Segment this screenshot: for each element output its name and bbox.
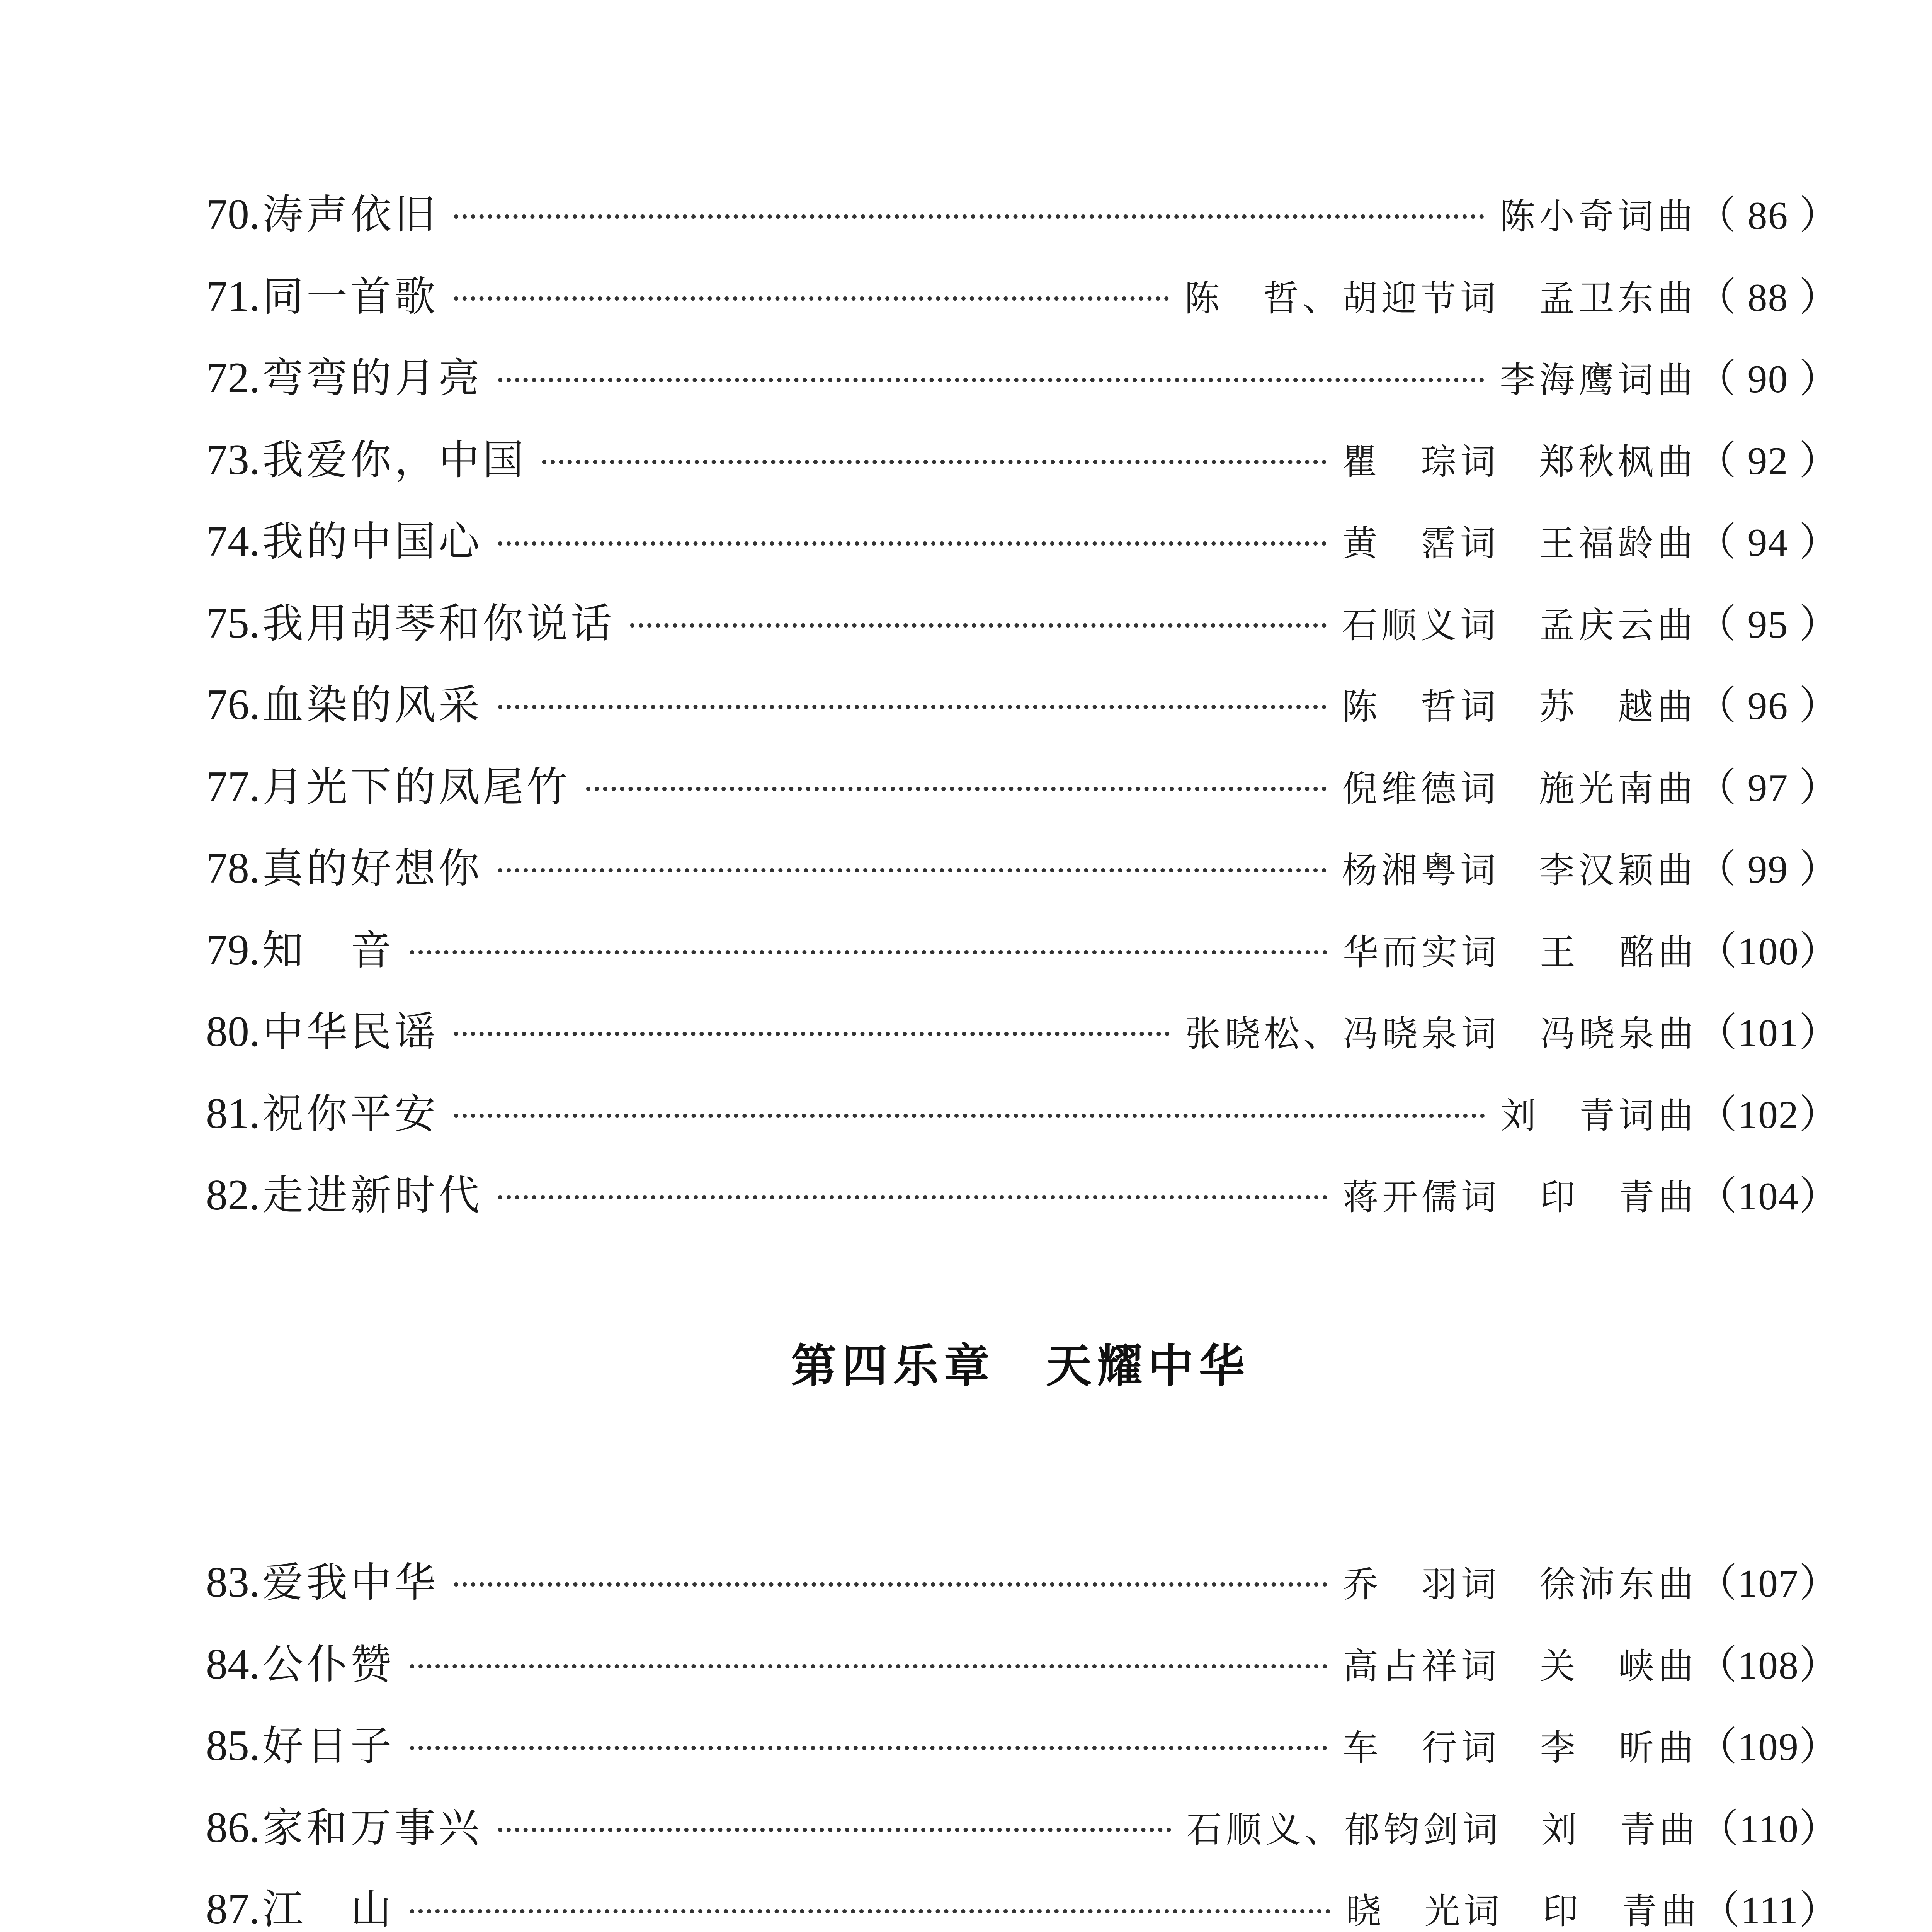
entry-number: 72. bbox=[206, 354, 260, 402]
song-title: 爱我中华 bbox=[262, 1559, 439, 1606]
entry-number: 87. bbox=[206, 1885, 260, 1932]
dot-leader bbox=[454, 1032, 1170, 1036]
toc-entry bbox=[206, 174, 1839, 256]
entry-number: 83. bbox=[206, 1558, 260, 1606]
toc-entry bbox=[206, 1624, 1839, 1706]
song-credits: 华而实词 王 酩曲 bbox=[1342, 931, 1697, 973]
entry-number: 73. bbox=[206, 435, 260, 484]
toc-entry bbox=[206, 1073, 1839, 1155]
song-title: 真的好想你 bbox=[262, 845, 483, 892]
page-reference: （107） bbox=[1697, 1562, 1839, 1605]
song-credits: 石顺义、郁钧剑词 刘 青曲 bbox=[1186, 1809, 1699, 1850]
song-title: 弯弯的月亮 bbox=[262, 354, 483, 402]
page-reference: （108） bbox=[1697, 1643, 1839, 1687]
page-reference: （ 94 ） bbox=[1697, 521, 1839, 565]
dot-leader bbox=[498, 705, 1327, 709]
song-title: 涛声依旧 bbox=[262, 191, 439, 238]
song-credits: 陈 哲词 苏 越曲 bbox=[1342, 686, 1697, 728]
entry-number: 75. bbox=[206, 599, 260, 647]
entry-number: 70. bbox=[206, 190, 260, 238]
toc-entry bbox=[206, 337, 1839, 419]
chapter-heading: 第四乐章 天耀中华 bbox=[791, 1339, 1250, 1393]
song-credits: 车 行词 李 昕曲 bbox=[1342, 1727, 1697, 1769]
song-credits: 倪维德词 施光南曲 bbox=[1342, 768, 1697, 810]
entry-number: 84. bbox=[206, 1640, 260, 1688]
toc-entry bbox=[206, 664, 1839, 746]
entry-number: 79. bbox=[206, 926, 260, 974]
song-title: 我的中国心 bbox=[262, 518, 483, 565]
dot-leader bbox=[410, 1746, 1327, 1750]
dot-leader bbox=[542, 460, 1327, 464]
dot-leader bbox=[410, 950, 1327, 954]
entry-number: 81. bbox=[206, 1089, 260, 1138]
song-credits: 蒋开儒词 印 青曲 bbox=[1342, 1177, 1697, 1218]
song-credits: 张晓松、冯晓泉词 冯晓泉曲 bbox=[1185, 1013, 1697, 1054]
song-title: 我爱你，中国 bbox=[262, 436, 527, 484]
page-reference: （ 86 ） bbox=[1697, 194, 1839, 238]
song-credits: 晓 光词 印 青曲 bbox=[1345, 1891, 1701, 1932]
page-reference: （109） bbox=[1697, 1725, 1839, 1769]
song-title: 同一首歌 bbox=[262, 272, 439, 320]
entry-number: 77. bbox=[206, 762, 260, 811]
page-reference: （110） bbox=[1699, 1807, 1839, 1851]
song-title: 家和万事兴 bbox=[262, 1804, 483, 1852]
song-credits: 刘 青词曲 bbox=[1500, 1095, 1697, 1136]
dot-leader bbox=[454, 1114, 1485, 1118]
dot-leader bbox=[410, 1664, 1327, 1668]
dot-leader bbox=[454, 296, 1169, 301]
entry-number: 85. bbox=[206, 1722, 260, 1770]
toc-entry bbox=[206, 501, 1839, 583]
page-reference: （ 99 ） bbox=[1697, 848, 1839, 891]
toc-entry bbox=[206, 583, 1839, 665]
song-title: 中华民谣 bbox=[262, 1008, 439, 1056]
toc-section-2 bbox=[206, 1542, 1839, 1932]
song-credits: 瞿 琮词 郑秋枫曲 bbox=[1342, 441, 1697, 483]
toc-entry bbox=[206, 1869, 1839, 1932]
dot-leader bbox=[498, 1828, 1171, 1832]
song-title: 走进新时代 bbox=[262, 1172, 483, 1219]
dot-leader bbox=[498, 541, 1327, 546]
page-reference: （111） bbox=[1700, 1889, 1839, 1932]
dot-leader bbox=[630, 623, 1327, 628]
toc-section-1 bbox=[206, 174, 1839, 1236]
song-credits: 李海鹰词曲 bbox=[1499, 359, 1697, 401]
dot-leader bbox=[498, 378, 1484, 382]
song-title: 月光下的凤尾竹 bbox=[262, 763, 571, 811]
dot-leader bbox=[498, 868, 1327, 872]
page-reference: （104） bbox=[1697, 1175, 1839, 1218]
song-credits: 陈小奇词曲 bbox=[1499, 196, 1697, 237]
song-title: 血染的风采 bbox=[262, 681, 483, 729]
song-title: 公仆赞 bbox=[262, 1640, 395, 1688]
page-reference: （102） bbox=[1697, 1093, 1839, 1137]
page-reference: （ 97 ） bbox=[1697, 766, 1839, 810]
song-credits: 杨湘粤词 李汉颖曲 bbox=[1342, 850, 1697, 891]
toc-entry bbox=[206, 1787, 1839, 1869]
entry-number: 82. bbox=[206, 1171, 260, 1219]
song-credits: 黄 霑词 王福龄曲 bbox=[1342, 523, 1697, 564]
page-reference: （ 88 ） bbox=[1697, 276, 1839, 320]
toc-entry bbox=[206, 991, 1839, 1073]
entry-number: 71. bbox=[206, 272, 260, 320]
dot-leader bbox=[498, 1195, 1327, 1199]
song-credits: 石顺义词 孟庆云曲 bbox=[1342, 604, 1697, 646]
toc-entry bbox=[206, 256, 1839, 338]
page-reference: （ 92 ） bbox=[1697, 439, 1839, 483]
song-title: 知 音 bbox=[262, 926, 395, 974]
toc-entry bbox=[206, 910, 1839, 992]
page-reference: （101） bbox=[1697, 1011, 1839, 1055]
toc-entry bbox=[206, 419, 1839, 501]
song-title: 江 山 bbox=[262, 1886, 395, 1932]
song-title: 祝你平安 bbox=[262, 1090, 439, 1138]
entry-number: 80. bbox=[206, 1008, 260, 1056]
page-reference: （ 96 ） bbox=[1697, 684, 1839, 728]
song-credits: 乔 羽词 徐沛东曲 bbox=[1342, 1564, 1697, 1605]
toc-entry bbox=[206, 1542, 1839, 1624]
dot-leader bbox=[454, 214, 1484, 219]
song-credits: 陈 哲、胡迎节词 孟卫东曲 bbox=[1184, 277, 1697, 319]
entry-number: 86. bbox=[206, 1803, 260, 1852]
page-reference: （ 90 ） bbox=[1697, 357, 1839, 401]
page-reference: （ 95 ） bbox=[1697, 602, 1839, 646]
entry-number: 74. bbox=[206, 517, 260, 565]
dot-leader bbox=[454, 1582, 1327, 1587]
song-title: 好日子 bbox=[262, 1722, 395, 1770]
dot-leader bbox=[410, 1909, 1330, 1913]
page-reference: （100） bbox=[1697, 929, 1839, 973]
dot-leader bbox=[586, 787, 1327, 791]
toc-entry bbox=[206, 1705, 1839, 1787]
toc-entry bbox=[206, 746, 1839, 828]
song-credits: 高占祥词 关 峡曲 bbox=[1342, 1645, 1697, 1687]
entry-number: 78. bbox=[206, 844, 260, 892]
entry-number: 76. bbox=[206, 681, 260, 729]
toc-entry bbox=[206, 828, 1839, 910]
song-title: 我用胡琴和你说话 bbox=[262, 599, 615, 647]
toc-entry bbox=[206, 1155, 1839, 1236]
